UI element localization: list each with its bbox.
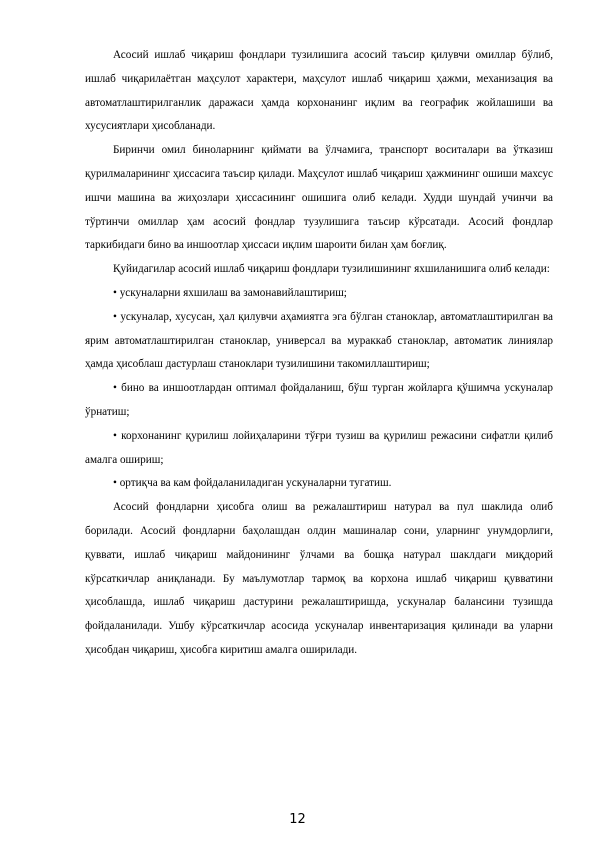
paragraph-first-factor: Биринчи омил биноларнинг қиймати ва ўлчамига, транспорт воситалари ва ўтказиш қурилмаларининг ҳиссасига таъсир қилади. Маҳсулот ишлаб чиқариш ҳажмининг ошиши махсус ишчи машина ва жиҳозлари ҳиссасининг ошишига олиб келади. Худди шундай учинчи ва тўртинчи омиллар ҳам асосий фондлар тузулишига таъсир кўрсатади. Асосий фондлар таркибидаги бино ва иншоотлар ҳиссаси иқлим шароити билан ҳам боғлиқ. (85, 144, 553, 252)
list-item: • ускуналар, хусусан, ҳал қилувчи аҳамиятга эга бўлган станоклар, автоматлаштирилган ва ярим автоматлаштирилган станоклар, универсал ва мураккаб станоклар, автоматик линиялар ҳамда ҳисоблаш дастурлаш станоклари тузилишини такомиллаштириш; (85, 310, 553, 371)
document-page (85, 44, 553, 663)
page-number: 12 (289, 812, 306, 827)
paragraph-accounting: Асосий фондларни ҳисобга олиш ва режалаштириш натурал ва пул шаклида олиб борилади. Асосий фондларни баҳолашдан олдин машиналар сони, уларнинг унумдорлиги, қуввати, ишлаб чиқариш майдонининг ўлчами ва бошқа натурал шаклдаги миқдорий кўрсаткичлар аниқланади. Бу маълумотлар тармоқ ва корхона ишлаб чиқариш қувватини ҳисоблашда, ишлаб чиқариш дастурини режалаштиришда, ускуналар балансини тузишда фойдаланилади. Ушбу кўрсаткичлар асосида ускуналар инвентаризация қилинади ва уларни ҳисобдан чиқариш, ҳисобга киритиш амалга оширилади. (85, 501, 553, 656)
list-item: • ускуналарни яхшилаш ва замонавийлаштириш; (113, 286, 347, 299)
paragraph-improvements-intro: Қуйидагилар асосий ишлаб чиқариш фондлари тузилишининг яхшиланишига олиб келади: (113, 263, 550, 276)
paragraph-factors: Асосий ишлаб чиқариш фондлари тузилишига асосий таъсир қилувчи омиллар бўлиб, ишлаб чиқарилаётган маҳсулот характери, маҳсулот ишлаб чиқариш ҳажми, механизация ва автоматлаштирилганлик даражаси ҳамда корхонанинг иқлим ва географик жойлашиши ва хусусиятлари ҳисобланади. (85, 49, 553, 133)
list-item: • корхонанинг қурилиш лойиҳаларини тўғри тузиш ва қурилиш режасини сифатли қилиб амалга ошириш; (85, 429, 553, 466)
list-item: • бино ва иншоотлардан оптимал фойдаланиш, бўш турган жойларга қўшимча ускуналар ўрнатиш; (85, 382, 553, 418)
list-item: • ортиқча ва кам фойдаланиладиган ускуналарни тугатиш. (113, 477, 392, 490)
